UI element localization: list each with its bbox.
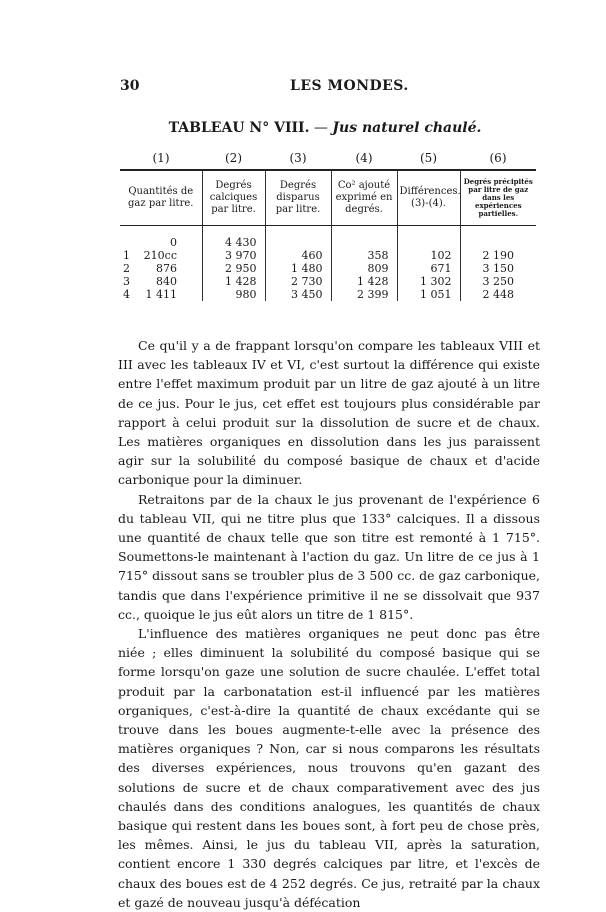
cell-degres-calciques: 4 430 [202, 236, 265, 249]
table-title-number: TABLEAU N° VIII. [168, 120, 310, 136]
table-title-subtitle: Jus naturel chaulé. [332, 120, 482, 136]
cell-quantity: 0 [170, 236, 177, 249]
paragraph: Retraitons par de la chaux le jus provenant de l'expérience 6 du tableau VII, qui ne titre plus que 133° calciques. Il a dissous une quantité de chaux telle que son titre est remonté à 1 715°. Soumettons-le maintenant à l'action du gaz. Un litre de ce jus à 1 715° dissout sans se troubler plus de 3 500 cc. de gaz carbonique, tandis que dans l'expérience primitive il ne se dissolvait que 937 cc., quoique le jus eût alors un titre de 1 815°. [118, 491, 540, 622]
table-title-dash: — [309, 120, 333, 136]
row-index: 1 [123, 249, 130, 262]
cell-co2-ajoute: 2 399 [331, 288, 397, 301]
cell-quantity: 840 [156, 275, 177, 288]
cell-degres-precipites: 3 250 [460, 275, 536, 288]
table-row [120, 262, 536, 275]
column-header: Degrés disparus par litre. [265, 170, 331, 226]
column-number: (1) [120, 147, 202, 170]
cell-degres-calciques: 3 970 [202, 249, 265, 262]
cell-differences: 671 [397, 262, 460, 275]
column-number: (4) [331, 147, 397, 170]
cell-differences: 1 302 [397, 275, 460, 288]
cell-degres-calciques: 2 950 [202, 262, 265, 275]
column-header: Différences. (3)-(4). [397, 170, 460, 226]
page-header [115, 78, 535, 98]
cell-degres-precipites: 2 448 [460, 288, 536, 301]
cell-co2-ajoute: 1 428 [331, 275, 397, 288]
cell-co2-ajoute: 809 [331, 262, 397, 275]
column-number: (2) [202, 147, 265, 170]
cell-differences: 102 [397, 249, 460, 262]
page-number: 30 [120, 78, 140, 94]
column-number: (6) [460, 147, 536, 170]
table-row [120, 288, 536, 301]
cell-degres-precipites [460, 236, 536, 249]
column-header: Quantités de gaz par litre. [120, 170, 202, 226]
row-index: 4 [123, 288, 130, 301]
table-spacer-row [120, 226, 536, 237]
cell-quantity: 1 411 [145, 288, 177, 301]
cell-degres-calciques: 980 [202, 288, 265, 301]
column-number: (5) [397, 147, 460, 170]
table-row [120, 249, 536, 262]
running-title: LES MONDES. [290, 78, 409, 94]
column-header: Degrés calciques par litre. [202, 170, 265, 226]
cell-quantity: 210cc [143, 249, 177, 262]
cell-degres-calciques: 1 428 [202, 275, 265, 288]
table-row [120, 236, 536, 249]
cell-quantity: 876 [156, 262, 177, 275]
table-title [115, 120, 535, 136]
cell-differences [397, 236, 460, 249]
cell-degres-precipites: 2 190 [460, 249, 536, 262]
column-number-row [120, 147, 536, 170]
row-index: 2 [123, 262, 130, 275]
cell-degres-disparus: 2 730 [265, 275, 331, 288]
cell-degres-disparus: 1 480 [265, 262, 331, 275]
cell-degres-disparus: 460 [265, 249, 331, 262]
paragraph: L'influence des matières organiques ne peut donc pas être niée ; elles diminuent la solubilité du composé basique qui se forme lorsqu'on gaze une solution de sucre chaulée. L'effet total produit par la carbonatation est-il influencé par les matières organiques, c'est-à-dire la quantité de chaux excédante qui se trouve dans les boues augmente-t-elle avec la présence des matières organiques ? Non, car si nous comparons les résultats des diverses expériences, nous trouvons qu'en gazant des solutions de sucre et de chaux comparativement avec des jus chaulés dans des conditions analogues, les quantités de chaux basique qui restent dans les boues sont, à fort peu de chose près, les mêmes. Ainsi, le jus du tableau VII, après la saturation, contient encore 1 330 degrés calciques par litre, et l'excès de chaux des boues est de 4 252 degrés. Ce jus, retraité par la chaux et gazé de nouveau jusqu'à défécation [118, 626, 540, 910]
cell-degres-precipites: 3 150 [460, 262, 536, 275]
column-header: Co² ajouté exprimé en degrés. [331, 170, 397, 226]
body-text [118, 336, 540, 912]
column-number: (3) [265, 147, 331, 170]
cell-co2-ajoute [331, 236, 397, 249]
cell-differences: 1 051 [397, 288, 460, 301]
paragraph: Ce qu'il y a de frappant lorsqu'on compare les tableaux VIII et III avec les tableaux IV et VI, c'est surtout la différence qui existe entre l'effet maximum produit par un litre de gaz ajouté à un litre de ce jus. Pour le jus, cet effet est toujours plus considérable par rapport à celui produit sur la dissolution de sucre et de chaux. Les matières organiques en dissolution dans les jus paraissent agir sur la solubilité du composé basique de chaux et d'acide carbonique pour la diminuer. [118, 338, 540, 488]
cell-co2-ajoute: 358 [331, 249, 397, 262]
column-header: Degrés précipités par litre de gaz dans les expériences partielles. [460, 170, 536, 226]
data-table [120, 147, 536, 301]
column-header-row [120, 170, 536, 226]
cell-degres-disparus [265, 236, 331, 249]
row-index: 3 [123, 275, 130, 288]
cell-degres-disparus: 3 450 [265, 288, 331, 301]
table-row [120, 275, 536, 288]
